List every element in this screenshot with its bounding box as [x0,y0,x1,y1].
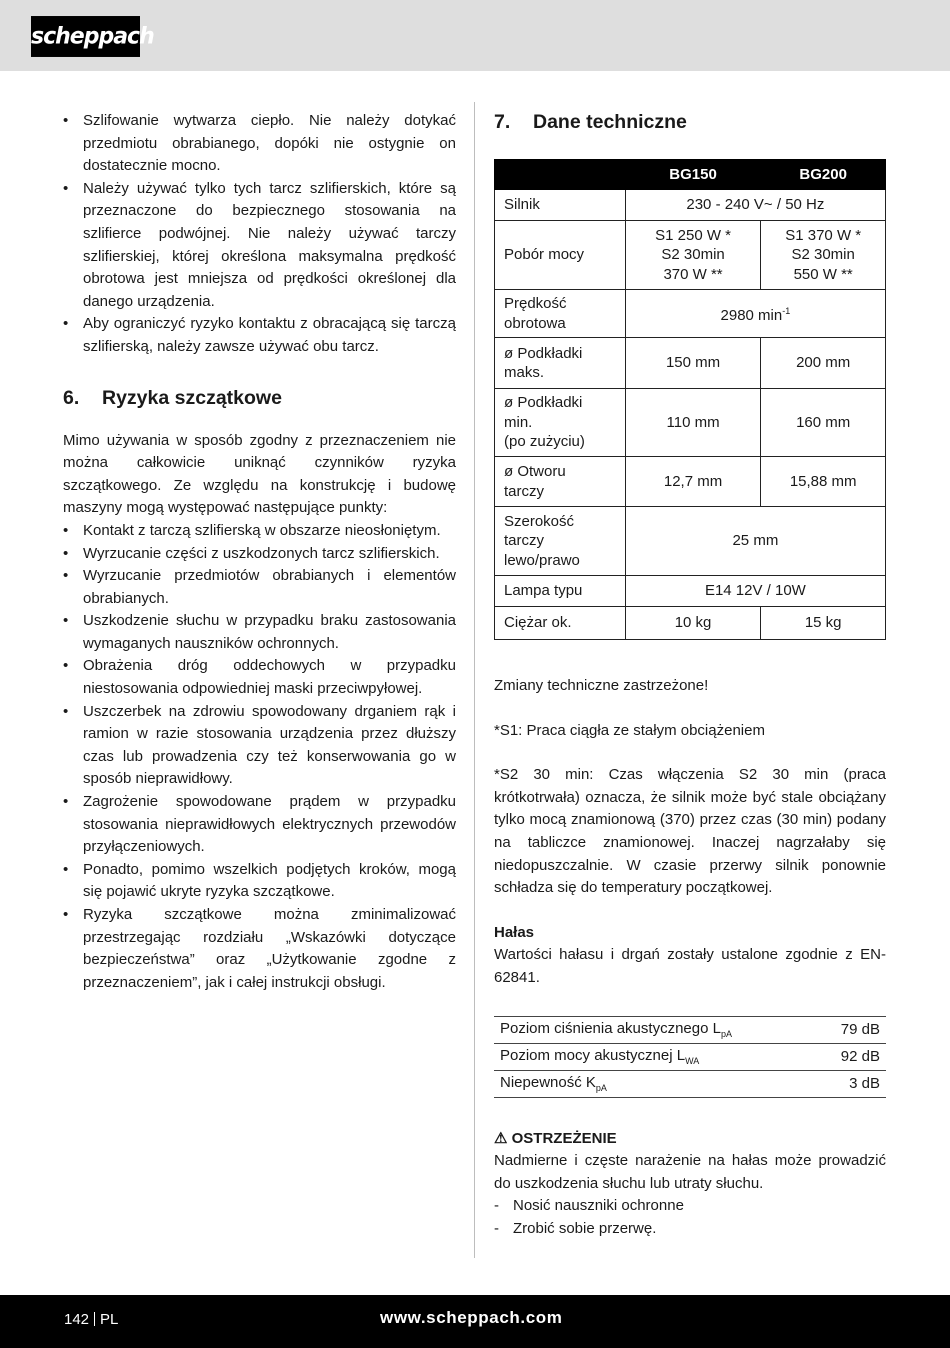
page-header [0,0,950,71]
right-column [494,110,886,1241]
row-label: Lampa typu [495,576,626,607]
table-row [494,1070,886,1097]
column-divider [474,102,475,1258]
scheppach-logo: scheppach [31,16,140,57]
cell-value: 230 - 240 V~ / 50 Hz [625,190,885,221]
noise-heading: Hałas [494,923,535,941]
cell-value: 110 mm [625,389,761,457]
row-label: Poziom ciśnienia akustycznego $L_{pA}$ [494,1016,818,1043]
cell-value: S1 370 W * S2 30min 550 W ** [761,221,886,290]
risk-bullet-list [63,520,456,994]
safety-bullet-list [63,110,456,359]
list-item: • Uszczerbek na zdrowiu spowodowany drganiem rąk i ramion w razie stosowania urządzenia przez dłuższy czas lub prowadzenia czy też konserwowania go w sposób nieprawidłowy. [63,701,456,791]
table-row [495,607,886,640]
table-row [495,290,886,338]
changes-note: Zmiany techniczne zastrzeżone! [494,677,709,694]
cell-value: S1 250 W * S2 30min 370 W ** [625,221,761,290]
cell-value: 200 mm [761,338,886,389]
list-item: - Zrobić sobie przerwę. [494,1218,886,1241]
list-item: • Ponadto, pomimo wszelkich podjętych kroków, mogą się pojawić ukryte ryzyka szczątkowe. [63,859,456,904]
list-item: - Nosić nauszniki ochronne [494,1195,886,1218]
left-column [63,110,456,994]
cell-value: 25 mm [625,507,885,576]
table-row [495,221,886,290]
cell-value: 10 kg [625,607,761,640]
row-label: Poziom mocy akustycznej $L_{WA}$ [494,1043,818,1070]
noise-table [494,1016,886,1098]
table-row [494,1043,886,1070]
cell-value: 92 dB [818,1043,886,1070]
row-label: Ciężar ok. [495,607,626,640]
list-item: • Wyrzucanie przedmiotów obrabianych i elementów obrabianych. [63,565,456,610]
cell-value: 2980 $\min^{-1}$ [625,290,885,338]
table-row [495,338,886,389]
row-label: Silnik [495,190,626,221]
s2-note: *S2 30 min: Czas włączenia S2 30 min (praca krótkotrwała) oznacza, że silnik może być stale obciążany tylko mocą znamionową (370) przez czas (30 min) podany na tabliczce znamionowej. Inaczej nagrzałaby się niedopuszczalnie. W czasie przerwy silnik ponownie schładza się do temperatury początkowej. [494,766,886,897]
list-item: • Należy używać tylko tych tarcz szlifierskich, które są przeznaczone do bezpiecznego stosowania na szlifierce podwójnej. Nie należy używać tarczy szlifierskiej, której określona maksymalna prędkość obrotowa jest mniejsza od prędkości określonej dla danego urządzenia. [63,178,456,314]
section-6-intro: Mimo używania w sposób zgodny z przeznaczeniem nie można całkowicie uniknąć czynników ryzyka szczątkowego. Ze względu na konstrukcję i budowę maszyny mogą występować następujące punkty: [63,431,456,517]
noise-text: Wartości hałasu i drgań zostały ustalone zgodnie z EN-62841. [494,946,886,986]
list-item: • Szlifowanie wytwarza ciepło. Nie należy dotykać przedmiotu obrabianego, dopóki nie ostygnie on dostatecznie mocno. [63,110,456,178]
list-item: • Zagrożenie spowodowane prądem w przypadku stosowania nieprawidłowych elektrycznych przewodów przyłączeniowych. [63,791,456,859]
table-row [494,1016,886,1043]
row-label: ø Podkładki min. (po zużyciu) [495,389,626,457]
table-row [495,576,886,607]
table-row [495,457,886,507]
cell-value: 15,88 mm [761,457,886,507]
row-label: Niepewność $K_{pA}$ [494,1070,818,1097]
warning-triangle-icon: ⚠ [494,1129,508,1147]
row-label: ø Podkładki maks. [495,338,626,389]
list-item: • Kontakt z tarczą szlifierską w obszarze nieosłoniętym. [63,520,456,543]
list-item: • Aby ograniczyć ryzyko kontaktu z obracającą się tarczą szlifierską, należy zawsze używać obu tarcz. [63,313,456,358]
cell-value: 160 mm [761,389,886,457]
table-row [495,507,886,576]
page-footer [0,1295,950,1348]
cell-value: 79 dB [818,1016,886,1043]
row-label: Pobór mocy [495,221,626,290]
cell-value: E14 12V / 10W [625,576,885,607]
list-item: • Uszkodzenie słuchu w przypadku braku zastosowania wymaganych nauszników ochronnych. [63,610,456,655]
website-link[interactable]: www.scheppach.com [380,1308,563,1327]
warning-heading: ⚠ OSTRZEŻENIE [494,1129,617,1147]
table-header-row [495,160,886,190]
row-label: ø Otworu tarczy [495,457,626,507]
list-item: • Obrażenia dróg oddechowych w przypadku niestosowania odpowiedniej maski przeciwpyłowej. [63,655,456,700]
table-row [495,190,886,221]
s1-note: *S1: Praca ciągła ze stałym obciążeniem [494,721,765,739]
cell-value: 12,7 mm [625,457,761,507]
section-7-heading: 7. Dane techniczne [494,111,687,133]
section-6-heading: 6. Ryzyka szczątkowe [63,386,282,409]
row-label: Prędkość obrotowa [495,290,626,338]
cell-value: 3 dB [818,1070,886,1097]
page-number: 142 PL [64,1311,119,1328]
list-item: • Ryzyka szczątkowe można zminimalizować przestrzegając rozdziału „Wskazówki dotyczące bezpieczeństwa” oraz „Użytkowanie zgodne z przeznaczeniem”, jak i całej instrukcji obsługi. [63,904,456,994]
table-row [495,389,886,457]
cell-value: 15 kg [761,607,886,640]
header-bg150: BG150 [625,160,761,190]
warning-text: Nadmierne i częste narażenie na hałas może prowadzić do uszkodzenia słuchu lub utraty słuchu. [494,1152,886,1192]
row-label: Szerokość tarczy lewo/prawo [495,507,626,576]
header-bg200: BG200 [761,160,886,190]
list-item: • Wyrzucanie części z uszkodzonych tarcz szlifierskich. [63,543,456,566]
technical-data-table [494,159,886,640]
warning-list [494,1195,886,1240]
cell-value: 150 mm [625,338,761,389]
header-empty [495,160,626,190]
